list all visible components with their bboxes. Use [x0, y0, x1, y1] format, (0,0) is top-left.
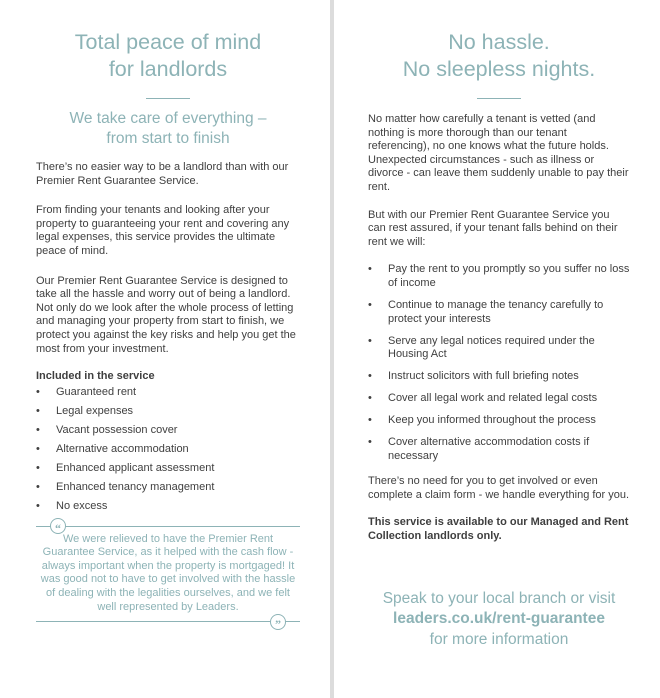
bullet: •	[36, 481, 40, 494]
list-item	[368, 335, 630, 362]
availability-note: This service is available to our Managed and Rent Collection landlords only.	[368, 516, 629, 542]
bullet: •	[368, 334, 372, 347]
bullet: •	[36, 424, 40, 437]
list-item-text: Enhanced tenancy management	[56, 481, 215, 494]
list-item-text: Legal expenses	[56, 405, 134, 418]
list-item	[368, 436, 630, 463]
bullet: •	[368, 370, 372, 383]
assurance-paragraph: But with our Premier Rent Guarantee Service you can rest assured, if your tenant falls behind on their rent we will:	[368, 208, 618, 248]
bullet: •	[368, 298, 372, 311]
list-item-text: Cover all legal work and related legal costs	[388, 392, 598, 405]
claim-paragraph: There’s no need for you to get involved or even complete a claim form - we handle everything for you.	[368, 475, 630, 501]
list-item-text: Pay the rent to you promptly so you suffer no loss of income	[388, 263, 630, 289]
intro-paragraph: There’s no easier way to be a landlord than with our Premier Rent Guarantee Service.	[36, 161, 289, 187]
list-item-text: Continue to manage the tenancy carefully to protect your interests	[388, 298, 604, 325]
list-item	[36, 443, 300, 457]
list-item-text: Guaranteed rent	[56, 386, 137, 399]
bullet: •	[36, 405, 40, 418]
subheading-line2: from start to finish	[106, 130, 230, 147]
bullet: •	[368, 436, 372, 449]
list-item-text: Cover alternative accommodation costs if necessary	[388, 436, 590, 462]
right-headline-line2: No sleepless nights.	[402, 57, 596, 81]
list-item	[368, 263, 630, 290]
close-quote-icon: ”	[270, 614, 286, 630]
testimonial-text: We were relieved to have the Premier Rent Guarantee Service, as it helped with the cash flow - always important when the property is mortgaged! It was good not to have to get involved with the hassle of dealing with the legalities ourselves, and we felt well represented by Leaders.	[40, 532, 296, 613]
bullet: •	[368, 414, 372, 427]
left-divider	[146, 98, 190, 99]
list-item	[36, 405, 300, 419]
list-item	[36, 424, 300, 438]
service-paragraph: From finding your tenants and looking after your property to guaranteeing your rent and covering any legal expenses, this service provides the ultimate peace of mind.	[36, 204, 290, 257]
list-item	[36, 386, 300, 400]
list-item-text: Enhanced applicant assessment	[56, 462, 215, 475]
right-headline	[368, 0, 630, 83]
list-item	[368, 392, 630, 406]
left-headline	[36, 0, 300, 83]
call-to-action	[368, 589, 630, 651]
right-page	[334, 0, 660, 698]
quote-top-rule	[36, 526, 300, 527]
included-title: Included in the service	[36, 370, 155, 383]
right-divider	[477, 98, 521, 99]
left-subheading	[36, 109, 300, 149]
included-list	[36, 386, 300, 514]
list-item	[36, 462, 300, 476]
bullet: •	[36, 462, 40, 475]
left-headline-line2: for landlords	[108, 57, 228, 81]
list-item-text: Instruct solicitors with full briefing notes	[388, 370, 579, 383]
list-item-text: Keep you informed throughout the process	[388, 414, 596, 427]
cta-link[interactable]: leaders.co.uk/rent-guarantee	[393, 610, 605, 628]
premier-paragraph: Our Premier Rent Guarantee Service is designed to take all the hassle and worry out of being a landlord. Not only do we look after the whole process of letting and managing your property from start to finish, we protect you against the key risks and help you get the most from your investment.	[36, 274, 296, 355]
right-headline-line1: No hassle.	[448, 30, 550, 54]
cta-line3: for more information	[429, 630, 569, 648]
bullet: •	[368, 392, 372, 405]
actions-list	[368, 263, 630, 463]
testimonial	[36, 520, 300, 632]
list-item	[368, 370, 630, 384]
list-item	[36, 500, 300, 514]
list-item	[36, 481, 300, 495]
subheading-line1: We take care of everything –	[69, 110, 267, 127]
bullet: •	[36, 443, 40, 456]
bullet: •	[368, 263, 372, 276]
cta-line1: Speak to your local branch or visit	[382, 589, 616, 607]
list-item-text: Vacant possession cover	[56, 424, 178, 437]
list-item	[368, 414, 630, 428]
bullet: •	[36, 500, 40, 513]
list-item-text: Serve any legal notices required under the Housing Act	[388, 334, 595, 361]
vetting-paragraph: No matter how carefully a tenant is vetted (and nothing is more thorough than our tenant referencing), no one knows what the future holds. Unexpected circumstances - such as illness or divorce - can leave them suddenly unable to pay their rent.	[368, 113, 629, 193]
left-headline-line1: Total peace of mind	[74, 30, 262, 54]
list-item-text: No excess	[56, 500, 108, 513]
quote-bottom-rule	[36, 621, 300, 622]
list-item-text: Alternative accommodation	[56, 443, 189, 456]
open-quote-icon: “	[50, 518, 66, 534]
bullet: •	[36, 386, 40, 399]
list-item	[368, 299, 630, 326]
